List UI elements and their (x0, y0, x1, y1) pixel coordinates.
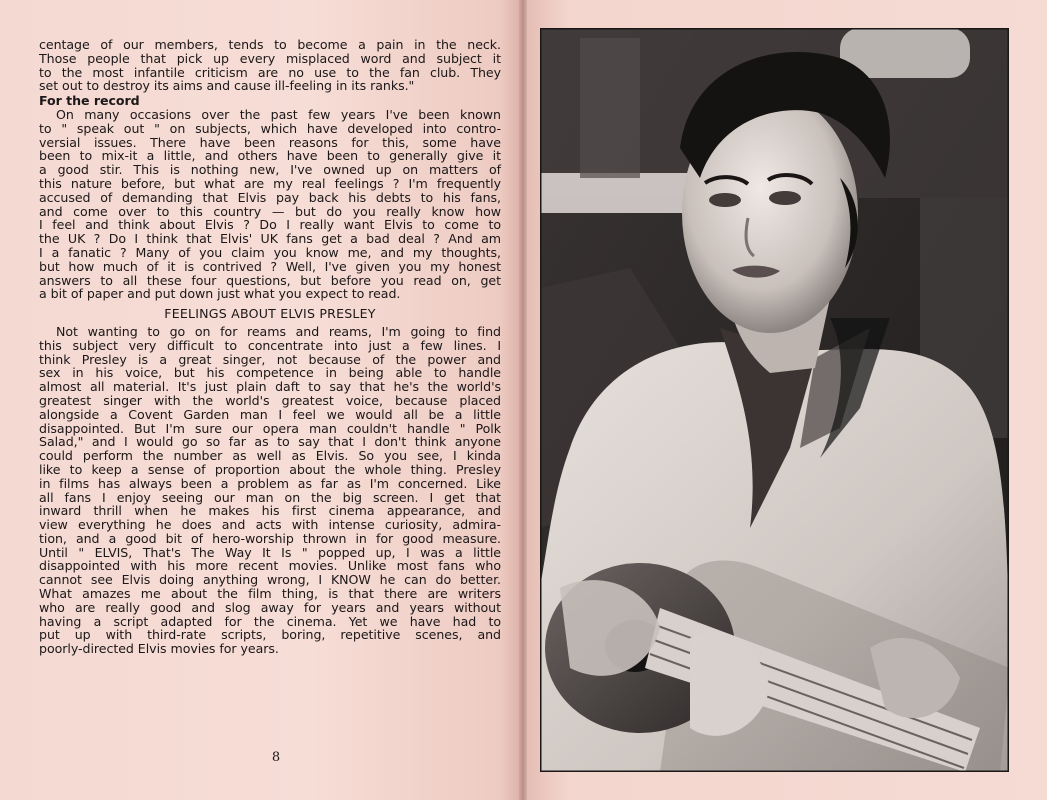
text-line: Not wanting to go on for reams and reams, I'm going to find (56, 323, 501, 339)
text-line: put up with third-rate scripts, boring, repetitive scenes, and (39, 627, 501, 643)
text-line: What amazes me about the film thing, is that there are writers (39, 586, 501, 602)
text-line: think Presley is a great singer, not because of the power and (39, 351, 501, 367)
text-line: poorly-directed Elvis movies for years. (39, 641, 279, 657)
text-line: greatest singer with the world's greatest voice, because placed (39, 392, 501, 408)
text-line: could perform the number as well as Elvis. So you see, I kinda (39, 448, 501, 464)
text-line: but how much of it is contrived ? Well, I've given you my honest (39, 258, 501, 274)
section-1-paragraph (39, 108, 501, 301)
text-line: I feel and think about Elvis ? Do I really want Elvis to come to (39, 217, 501, 233)
text-line: a good stir. This is nothing new, I've owned up on matters of (39, 162, 501, 178)
elvis-photo (540, 28, 1009, 772)
text-line: like to keep a sense of proportion about the whole thing. Presley (39, 461, 501, 477)
page-number: 8 (271, 750, 281, 765)
photo-illustration (540, 28, 1009, 772)
text-line: Until " ELVIS, That's The Way It Is " popped up, I was a little (39, 544, 501, 560)
text-line: Salad," and I would go so far as to say that I don't think anyone (39, 434, 501, 450)
text-line: set out to destroy its aims and cause ill-feeling in its ranks." (39, 78, 415, 94)
text-line: to " speak out " on subjects, which have developed into contro- (39, 120, 501, 136)
text-line: in films has always been a problem as far as I'm concerned. Like (39, 475, 501, 491)
text-line: accused of demanding that Elvis pay back his debts to his fans, (39, 189, 501, 205)
text-line: tion, and a good bit of hero-worship thrown in for good measure. (39, 530, 501, 546)
text-line: almost all material. It's just plain daft to say that he's the world's (39, 379, 501, 395)
text-line: inward thrill when he makes his first cinema appearance, and (39, 503, 501, 519)
section-2-paragraph (39, 325, 501, 656)
section-heading-feelings-about-elvis: FEELINGS ABOUT ELVIS PRESLEY (164, 306, 376, 322)
text-line: view everything he does and acts with intense curiosity, admira- (39, 517, 501, 533)
article-text (39, 38, 501, 656)
text-line: cannot see Elvis doing anything wrong, I KNOW he can do better. (39, 572, 501, 588)
page-gutter (519, 0, 527, 800)
text-line: a bit of paper and put down just what you expect to read. (39, 286, 401, 302)
text-line: Those people that pick up every misplaced word and subject it (39, 50, 501, 66)
text-line: On many occasions over the past few years I've been known (56, 106, 501, 122)
text-line: I a fanatic ? Many of you claim you know me, and my thoughts, (39, 244, 501, 260)
text-line: been to mix-it a little, and others have been to generally give it (39, 148, 501, 164)
text-line: this nature before, but what are my real feelings ? I'm frequently (39, 175, 501, 191)
text-line: and come over to this country — but do you really know how (39, 203, 501, 219)
text-line: sex in his voice, but his competence in being able to handle (39, 365, 501, 381)
text-line: this subject very difficult to concentrate into just a few lines. I (39, 337, 501, 353)
text-line: disappointed with his more recent movies. Unlike most fans who (39, 558, 501, 574)
text-line: centage of our members, tends to become a pain in the neck. (39, 37, 501, 52)
text-line: versial issues. There have been reasons for this, some have (39, 134, 501, 150)
text-line: answers to all these four questions, but before you read on, get (39, 272, 501, 288)
text-line: having a script adapted for the cinema. Yet we have had to (39, 613, 501, 629)
text-line: the UK ? Do I think that Elvis' UK fans get a bad deal ? And am (39, 231, 501, 247)
text-line: to the most infantile criticism are no use to the fan club. They (39, 64, 501, 80)
section-heading-for-the-record: For the record (39, 93, 140, 109)
left-page (0, 0, 521, 800)
intro-paragraph (39, 38, 501, 93)
text-line: who are really good and slog away for years and years without (39, 599, 501, 615)
text-line: all fans I enjoy seeing our man on the big screen. I get that (39, 489, 501, 505)
text-line: disappointed. But I'm sure our opera man couldn't handle " Polk (39, 420, 501, 436)
text-line: alongside a Covent Garden man I feel we would all be a little (39, 406, 501, 422)
